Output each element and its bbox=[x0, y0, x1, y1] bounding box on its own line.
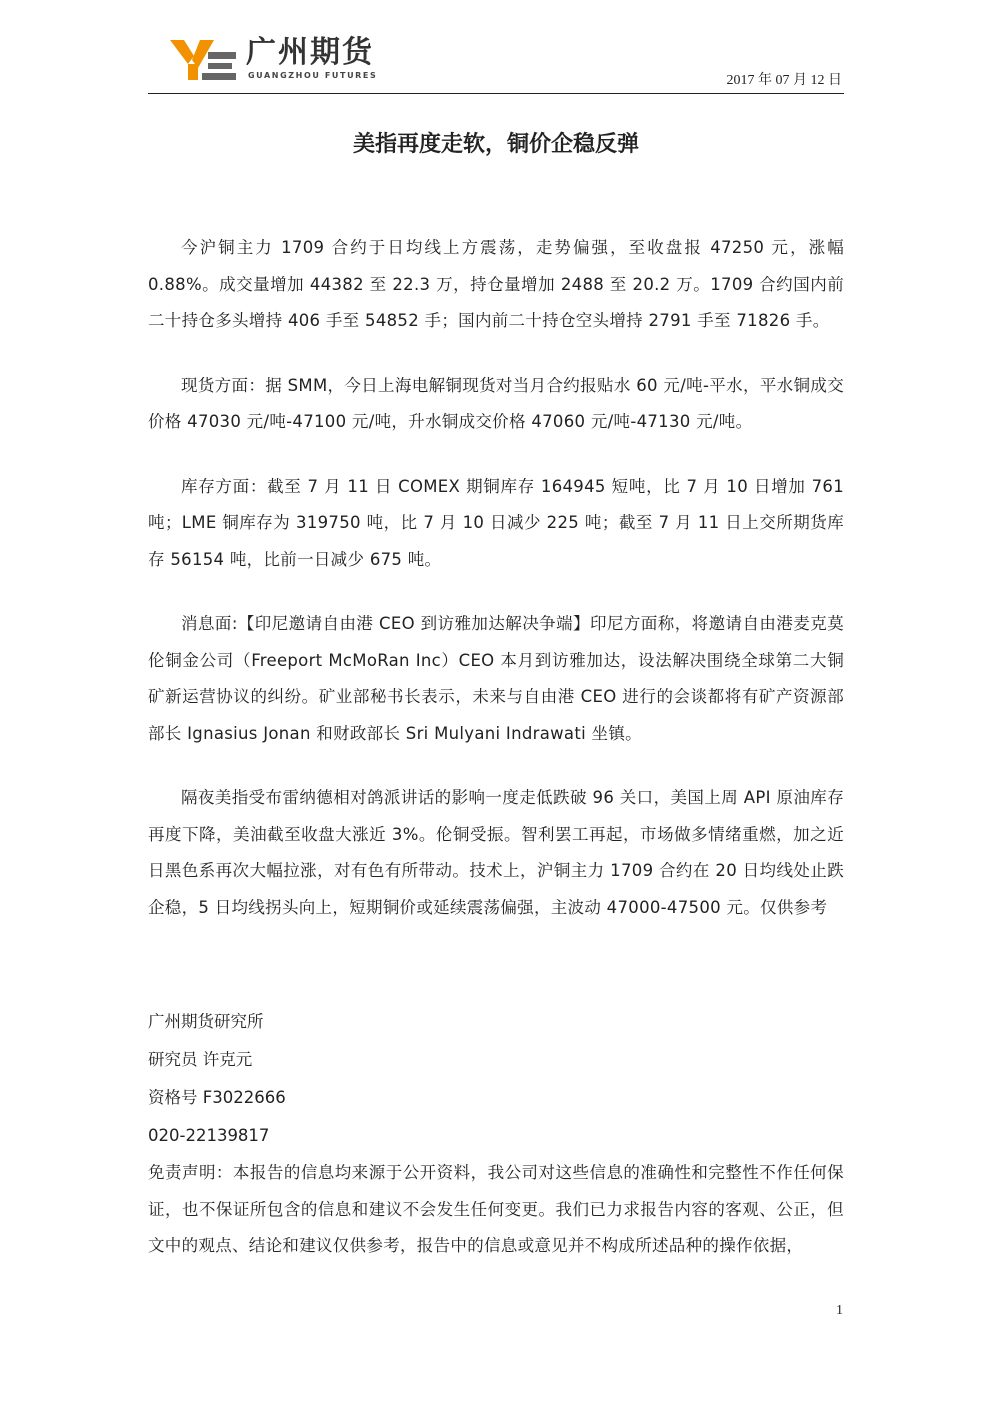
phone-number: 020-22139817 bbox=[148, 1126, 270, 1145]
header-divider bbox=[148, 93, 844, 94]
paragraph-outlook: 隔夜美指受布雷纳德相对鸽派讲话的影响一度走低跌破 96 关口，美国上周 API 原油库存再度下降，美油截至收盘大涨近 3%。伦铜受振。智利罢工再起，市场做多情绪重燃，加之近日黑色系再次大幅拉涨，对有色有所带动。技术上，沪铜主力 1709 合约在 20 日均线处止跌企稳，5 日均线拐头向上，短期铜价或延续震荡偏强，主波动 47000-47500 元。仅供参考 bbox=[148, 788, 844, 917]
institute-name: 广州期货研究所 bbox=[148, 1012, 264, 1031]
report-title: 美指再度走软，铜价企稳反弹 bbox=[352, 132, 639, 157]
report-date: 2017 年 07 月 12 日 bbox=[726, 73, 842, 88]
company-name-en: GUANGZHOU FUTURES bbox=[248, 71, 378, 80]
report-footer bbox=[148, 1003, 844, 1265]
report-body bbox=[148, 230, 844, 954]
company-name-cn: 广州期货 bbox=[246, 35, 374, 70]
paragraph-market: 今沪铜主力 1709 合约于日均线上方震荡，走势偏强，至收盘报 47250 元，涨幅 0.88%。成交量增加 44382 至 22.3 万，持仓量增加 2488 至 20.2 万。1709 合约国内前二十持仓多头增持 406 手至 54852 手；国内前二十持仓空头增持 2791 手至 71826 手。 bbox=[148, 238, 844, 330]
paragraph-news: 消息面:【印尼邀请自由港 CEO 到访雅加达解决争端】印尼方面称，将邀请自由港麦克莫伦铜金公司（Freeport McMoRan Inc）CEO 本月到访雅加达，设法解决围绕全球第二大铜矿新运营协议的纠纷。矿业部秘书长表示，未来与自由港 CEO 进行的会谈都将有矿产资源部部长 Ignasius Jonan 和财政部长 Sri Mulyani Indrawati 坐镇。 bbox=[148, 614, 844, 743]
page-number: 1 bbox=[836, 1303, 843, 1318]
page-header bbox=[148, 30, 844, 94]
disclaimer-text: 免责声明：本报告的信息均来源于公开资料，我公司对这些信息的准确性和完整性不作任何保证，也不保证所包含的信息和建议不会发生任何变更。我们已力求报告内容的客观、公正，但文中的观点、结论和建议仅供参考，报告中的信息或意见并不构成所述品种的操作依据， bbox=[148, 1163, 844, 1255]
company-logo-icon bbox=[170, 38, 238, 82]
license-number: 资格号 F3022666 bbox=[148, 1088, 286, 1107]
paragraph-inventory: 库存方面：截至 7 月 11 日 COMEX 期铜库存 164945 短吨，比 7 月 10 日增加 761 吨；LME 铜库存为 319750 吨，比 7 月 10 日减少 225 吨；截至 7 月 11 日上交所期货库存 56154 吨，比前一日减少 675 吨。 bbox=[148, 476, 844, 569]
paragraph-spot: 现货方面：据 SMM，今日上海电解铜现货对当月合约报贴水 60 元/吨-平水，平水铜成交价格 47030 元/吨-47100 元/吨，升水铜成交价格 47060 元/吨-47130 元/吨。 bbox=[148, 375, 844, 431]
analyst-name: 研究员 许克元 bbox=[148, 1050, 253, 1069]
